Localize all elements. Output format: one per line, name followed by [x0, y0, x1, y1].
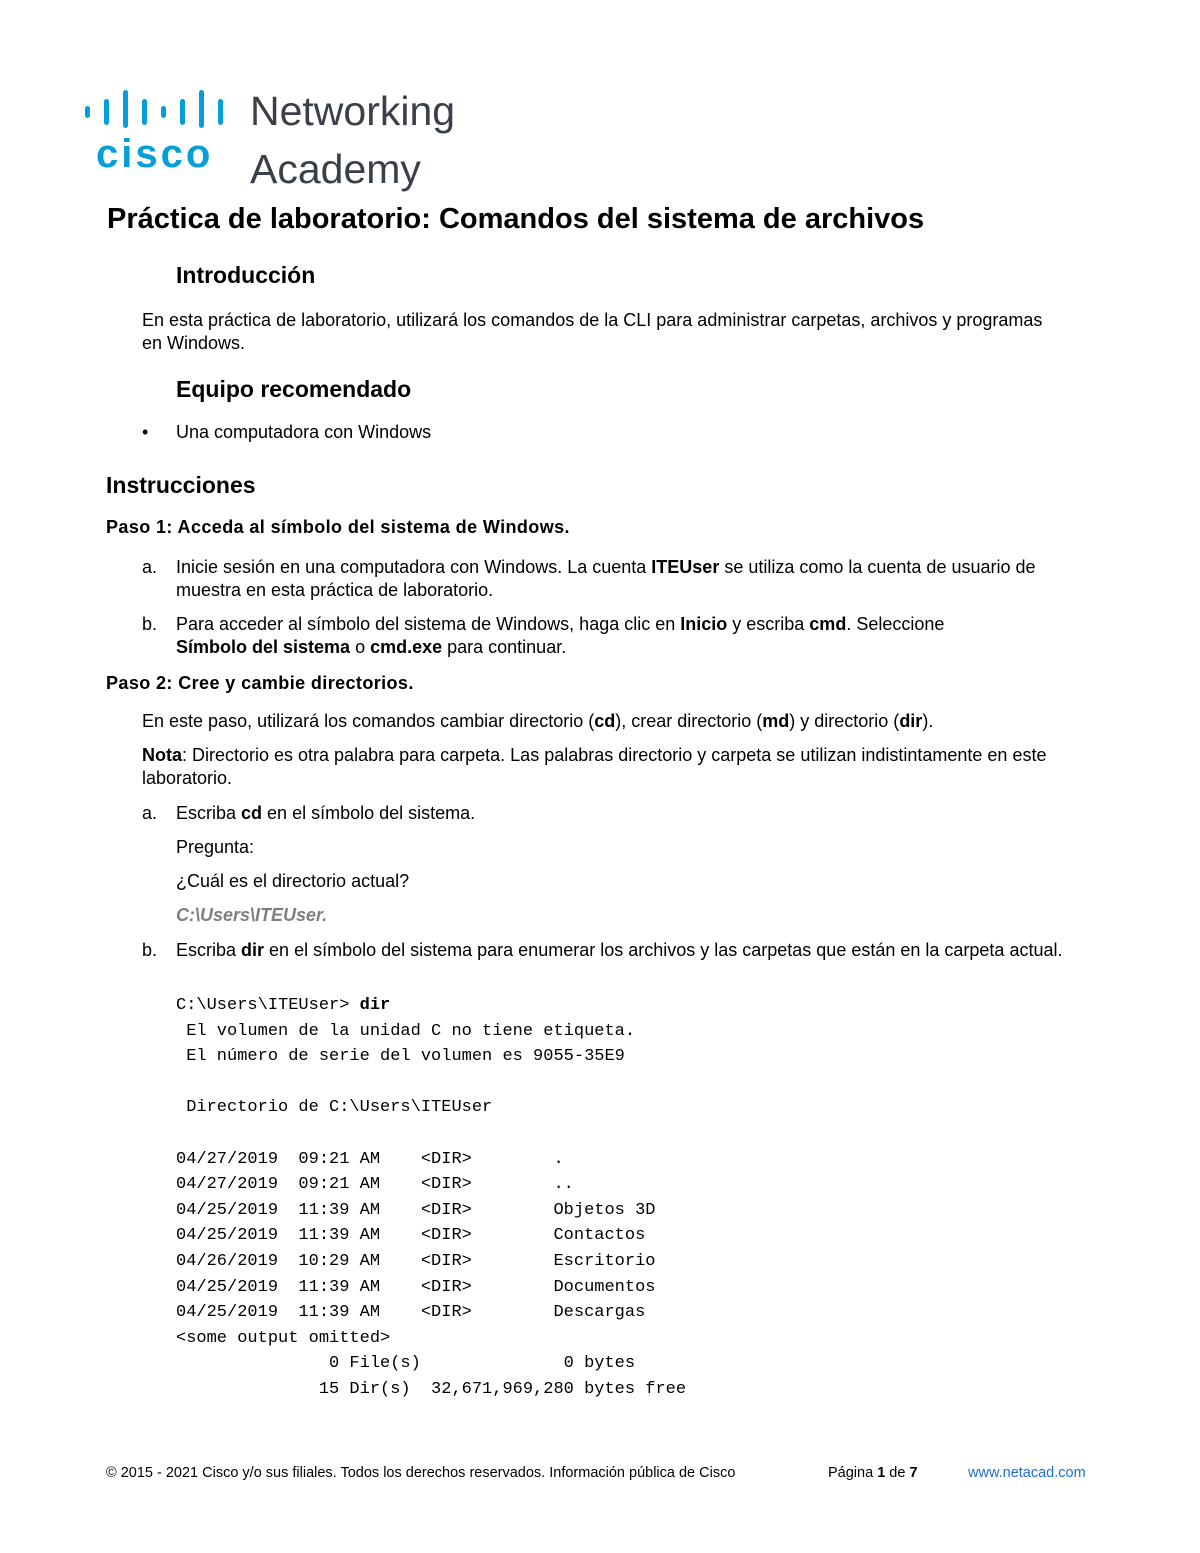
equipment-heading: Equipo recomendado — [176, 376, 412, 402]
answer-text: C:\Users\ITEUser. — [176, 905, 328, 925]
step2-b-text: Escriba dir en el símbolo del sistema para enumerar los archivos y las carpetas que están en la carpeta actual. — [176, 940, 1063, 960]
step2-b-label: b. — [142, 940, 158, 960]
terminal-line: 04/25/2019 11:39 AM <DIR> Objetos 3D — [176, 1200, 656, 1220]
cisco-bars-logo-icon — [82, 88, 242, 128]
terminal-line: 04/25/2019 11:39 AM <DIR> Documentos — [176, 1277, 656, 1297]
terminal-line — [176, 1121, 686, 1147]
step2-a-label: a. — [142, 803, 158, 823]
page-title: Práctica de laboratorio: Comandos del sistema de archivos — [107, 203, 925, 235]
terminal-line: 15 Dir(s) 32,671,969,280 bytes free — [176, 1379, 687, 1399]
logo-line-1: Networking — [250, 88, 456, 134]
terminal-line: 04/27/2019 09:21 AM <DIR> . — [176, 1149, 564, 1169]
question-label: Pregunta: — [176, 837, 255, 857]
logo-line-2: Academy — [250, 146, 421, 192]
step1-a-label: a. — [142, 557, 158, 577]
footer-copyright: © 2015 - 2021 Cisco y/o sus filiales. Todos los derechos reservados. Información pública de Cisco — [106, 1465, 736, 1481]
cisco-wordmark: cisco — [96, 132, 214, 176]
terminal-line: 04/26/2019 10:29 AM <DIR> Escritorio — [176, 1251, 656, 1271]
terminal-line: Directorio de C:\Users\ITEUser — [176, 1098, 493, 1118]
intro-text: En esta práctica de laboratorio, utilizará los comandos de la CLI para administrar carpetas, archivos y programas en Windows. — [142, 310, 1043, 353]
terminal-line: 04/27/2019 09:21 AM <DIR> .. — [176, 1175, 574, 1195]
step1-heading: Paso 1: Acceda al símbolo del sistema de Windows. — [106, 517, 570, 537]
footer-netacad-link[interactable]: www.netacad.com — [968, 1465, 1086, 1481]
terminal-prompt-line: C:\Users\ITEUser> dir — [176, 996, 391, 1015]
step1-a-text: Inicie sesión en una computadora con Windows. La cuenta ITEUser se utiliza como la cuenta de usuario de muestra en esta práctica de laboratorio. — [176, 557, 1036, 600]
bullet-icon: • — [142, 422, 149, 442]
terminal-line: 0 File(s) 0 bytes — [176, 1354, 636, 1374]
intro-heading: Introducción — [176, 262, 316, 288]
terminal-line: El volumen de la unidad C no tiene etiqueta. — [176, 1021, 636, 1041]
terminal-line: <some output omitted> — [176, 1328, 391, 1348]
step2-a-text: Escriba cd en el símbolo del sistema. — [176, 803, 476, 823]
terminal-line: 04/25/2019 11:39 AM <DIR> Contactos — [176, 1226, 646, 1246]
step1-b-text: Para acceder al símbolo del sistema de Windows, haga clic en Inicio y escriba cmd. Seleccione Símbolo del sistema o cmd.exe para continuar. — [176, 614, 945, 657]
question-text: ¿Cuál es el directorio actual? — [176, 871, 410, 891]
footer-page-number: Página 1 de 7 — [828, 1465, 918, 1481]
step2-heading: Paso 2: Cree y cambie directorios. — [106, 673, 414, 693]
terminal-line: 04/25/2019 11:39 AM <DIR> Descargas — [176, 1303, 646, 1323]
networking-academy-wordmark — [250, 88, 455, 192]
terminal-output — [176, 993, 686, 1403]
terminal-line — [176, 1070, 686, 1096]
instructions-heading: Instrucciones — [106, 472, 256, 498]
step1-b-label: b. — [142, 614, 158, 634]
terminal-line: El número de serie del volumen es 9055-35E9 — [176, 1047, 625, 1067]
equipment-item: Una computadora con Windows — [176, 422, 432, 442]
step2-intro: En este paso, utilizará los comandos cambiar directorio (cd), crear directorio (md) y directorio (dir). — [142, 711, 934, 731]
step2-note: Nota: Directorio es otra palabra para carpeta. Las palabras directorio y carpeta se utilizan indistintamente en este laboratorio. — [142, 745, 1047, 788]
